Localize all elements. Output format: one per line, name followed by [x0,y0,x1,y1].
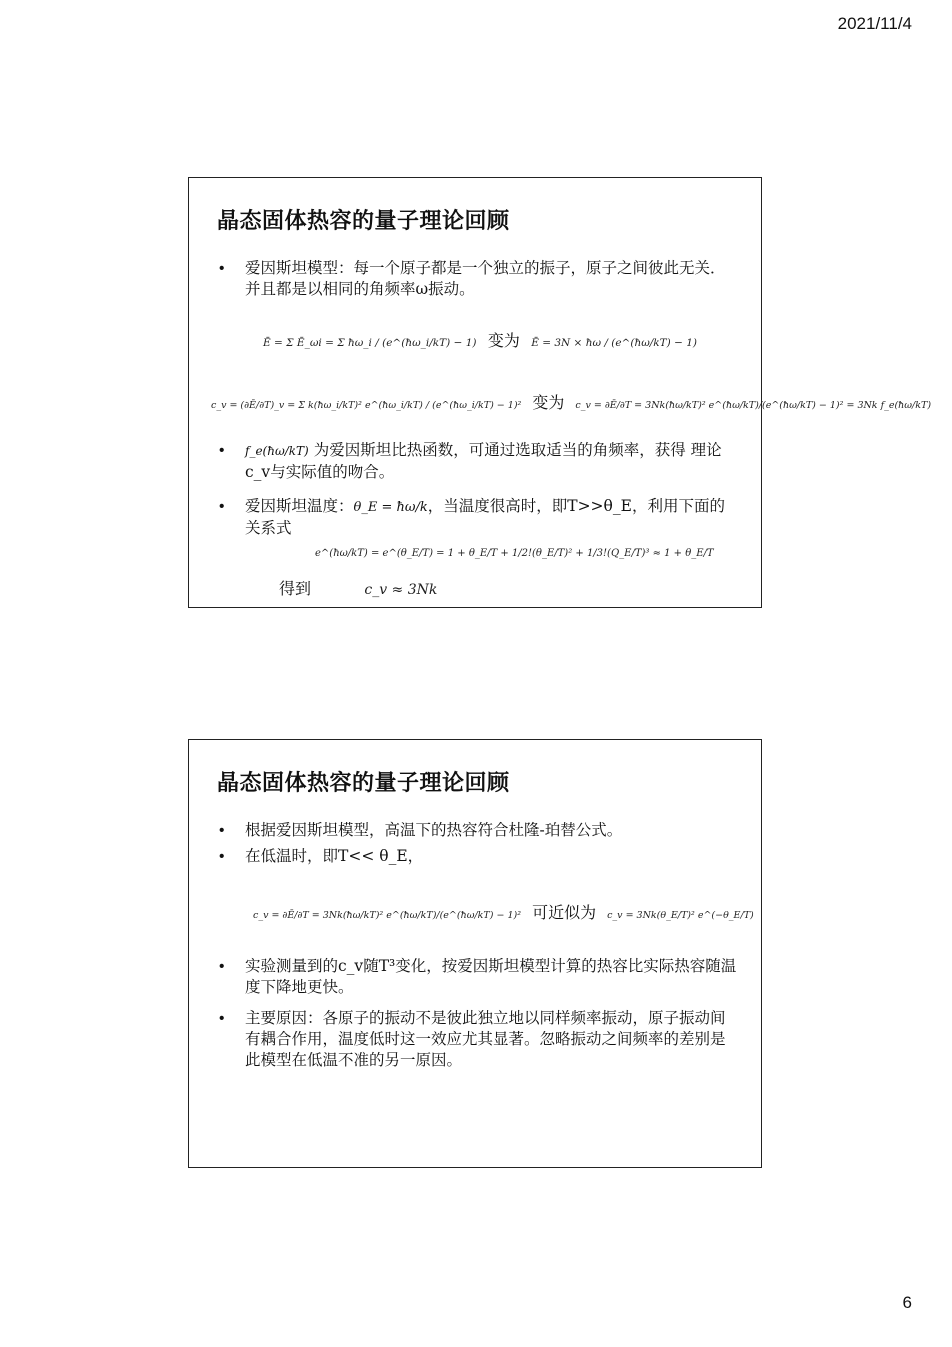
bullet-text: 实验测量到的c_v随T³变化，按爱因斯坦模型计算的热容比实际热容随温度下降地更快。 [245,957,737,996]
bullet-text-a: 爱因斯坦温度： [245,497,354,515]
equation-low-temp [253,900,754,923]
equation-cv-right: c_v = 3Nk(θ_E/T)² e^(−θ_E/T) [607,910,754,921]
bullet-einstein-model [219,258,737,300]
bullet-text: 爱因斯坦模型：每一个原子都是一个独立的振子，原子之间彼此无关．并且都是以相同的角频率ω振动。 [245,259,726,298]
bullet-dot: • [219,498,225,515]
bullet-text: 主要原因：各原子的振动不是彼此独立地以同样频率振动，原子振动间有耦合作用，温度低时这一效应尤其显著。忽略振动之间频率的差别是此模型在低温不准的另一原因。 [245,1009,726,1069]
result-label: 得到 [279,579,312,598]
bullet-einstein-function [219,440,737,483]
bullet-dot: • [219,848,225,865]
bullet-dot: • [219,822,225,839]
einstein-function-symbol: f_e(ħω/kT) [245,444,309,458]
slide-1 [188,177,932,608]
bullet-dot: • [219,958,225,975]
equation-cv-right: c_v = ∂Ē/∂T = 3Nk(ħω/kT)² e^(ħω/kT)/(e^(ħω/kT) − 1)² = 3Nk f_e(ħω/kT) [575,400,932,411]
equation-join-label: 可近似为 [532,903,597,922]
result-line [279,576,437,599]
slide-title: 晶态固体热容的量子理论回顾 [217,208,510,234]
bullet-dot: • [219,260,225,277]
page-number: 6 [902,1293,912,1312]
equation-expansion: e^(ħω/kT) = e^(θ_E/T) = 1 + θ_E/T + 1/2!(θ_E/T)² + 1/3!(Q_E/T)³ ≈ 1 + θ_E/T [315,548,714,559]
equation-cv-left: c_v = ∂Ē/∂T = 3Nk(ħω/kT)² e^(ħω/kT)/(e^(ħω/kT) − 1)² [253,910,522,921]
slide-title: 晶态固体热容的量子理论回顾 [217,770,510,796]
equation-cv-left: c_v = (∂Ē/∂T)_v = Σ k(ħω_i/kT)² e^(ħω_i/kT) / (e^(ħω_i/kT) − 1)² [211,400,522,411]
bullet-text: 根据爱因斯坦模型，高温下的热容符合杜隆-珀替公式。 [245,821,623,839]
bullet-dot: • [219,442,225,459]
equation-energy [263,328,697,351]
equation-energy-left: Ē = Σ Ē_ωi = Σ ħω_i / (e^(ħω_i/kT) − 1) [263,337,477,349]
bullet-dot: • [219,1010,225,1027]
equation-join-label: 变为 [532,393,565,412]
bullet-einstein-temperature [219,496,737,539]
bullet-text-b: ，当温度很高时，即T>>θ_E，利用下面的关系式 [245,497,725,537]
result-equation: c_v ≈ 3Nk [364,582,438,598]
bullet-main-reason [219,1008,737,1071]
bullet-text: 为爱因斯坦比热函数，可通过选取适当的角频率，获得 理论c_v与实际值的吻合。 [245,441,722,481]
bullet-text: 在低温时，即T<< θ_E， [245,847,424,865]
slide-2 [188,739,762,1168]
equation-energy-right: Ē = 3N × ħω / (e^(ħω/kT) − 1) [531,337,698,349]
equation-heat-capacity [211,390,931,413]
equation-join-label: 变为 [487,331,520,350]
bullet-low-temperature [219,846,737,867]
header-date: 2021/11/4 [837,14,912,33]
bullet-high-temperature [219,820,737,841]
einstein-temperature-formula: θ_E = ħω/k [353,500,428,515]
bullet-experiment [219,956,737,998]
